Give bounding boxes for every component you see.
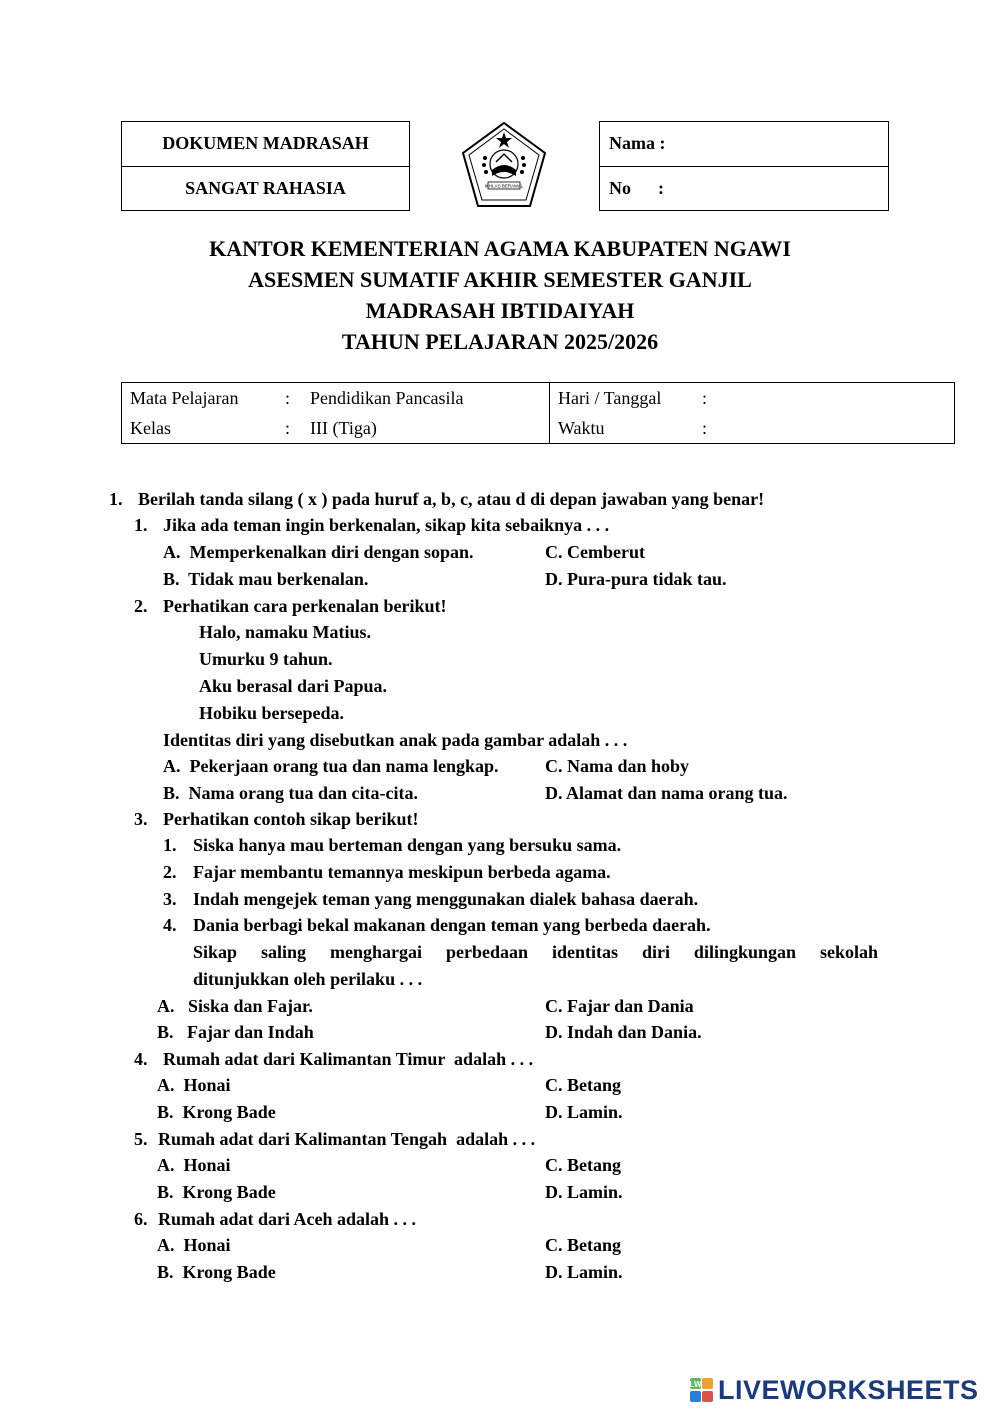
subject-value: Pendidikan Pancasila (310, 388, 464, 408)
q4-option-a[interactable]: A. Honai (157, 1075, 231, 1095)
class-label: Kelas (130, 418, 171, 438)
q6-option-d[interactable]: D. Lamin. (545, 1262, 623, 1282)
title-office: KANTOR KEMENTERIAN AGAMA KABUPATEN NGAWI (209, 236, 791, 261)
ministry-emblem-icon (460, 120, 548, 210)
info-table (121, 382, 955, 444)
badge-letters: LW (690, 1380, 702, 1389)
q3-option-b[interactable]: B. Fajar dan Indah (157, 1022, 314, 1042)
time-label: Waktu (558, 418, 605, 438)
name-field-label: Nama : (609, 133, 666, 153)
secrecy-label: SANGAT RAHASIA (185, 178, 346, 198)
q5-number: 5. (134, 1129, 148, 1149)
q6-option-a[interactable]: A. Honai (157, 1235, 231, 1255)
q2-text: Perhatikan cara perkenalan berikut! (163, 596, 447, 616)
time-colon: : (702, 418, 708, 438)
title-school-level: MADRASAH IBTIDAIYAH (365, 298, 635, 323)
q3-number: 3. (134, 809, 148, 829)
q3-text: Perhatikan contoh sikap berikut! (163, 809, 419, 829)
q2-intro-line: Aku berasal dari Papua. (199, 676, 388, 696)
q6-text: Rumah adat dari Aceh adalah . . . (158, 1209, 417, 1229)
q2-number: 2. (134, 596, 148, 616)
q3-item-text: Dania berbagi bekal makanan dengan teman yang berbeda daerah. (193, 915, 711, 935)
q1-option-b[interactable]: B. Tidak mau berkenalan. (163, 569, 369, 589)
class-colon: : (285, 418, 291, 438)
title-assessment: ASESMEN SUMATIF AKHIR SEMESTER GANJIL (248, 267, 752, 292)
q4-option-c[interactable]: C. Betang (545, 1075, 621, 1095)
q4-option-d[interactable]: D. Lamin. (545, 1102, 623, 1122)
q2-option-a[interactable]: A. Pekerjaan orang tua dan nama lengkap. (163, 756, 499, 776)
subject-colon: : (285, 388, 291, 408)
q6-number: 6. (134, 1209, 148, 1229)
document-label: DOKUMEN MADRASAH (162, 133, 369, 153)
day-date-label: Hari / Tanggal (558, 388, 662, 408)
section-number: 1. (109, 489, 123, 509)
q3-item-number: 1. (163, 835, 177, 855)
q3-item-number: 3. (163, 889, 177, 909)
q3-prompt-line2: ditunjukkan oleh perilaku . . . (193, 969, 423, 989)
q2-intro-line: Hobiku bersepeda. (199, 703, 345, 723)
q2-option-c[interactable]: C. Nama dan hoby (545, 756, 690, 776)
q1-option-a[interactable]: A. Memperkenalkan diri dengan sopan. (163, 542, 474, 562)
section-instruction: Berilah tanda silang ( x ) pada huruf a, b, c, atau d di depan jawaban yang benar! (138, 489, 765, 509)
q5-option-d[interactable]: D. Lamin. (545, 1182, 623, 1202)
q3-prompt-line1: Sikap saling menghargai perbedaan identitas diri dilingkungan sekolah (193, 942, 878, 962)
q5-option-c[interactable]: C. Betang (545, 1155, 621, 1175)
q3-option-d[interactable]: D. Indah dan Dania. (545, 1022, 702, 1042)
number-field-label: No : (609, 178, 664, 198)
title-school-year: TAHUN PELAJARAN 2025/2026 (341, 329, 659, 354)
q4-option-b[interactable]: B. Krong Bade (157, 1102, 276, 1122)
q2-intro-line: Umurku 9 tahun. (199, 649, 333, 669)
q1-option-d[interactable]: D. Pura-pura tidak tau. (545, 569, 727, 589)
q6-option-b[interactable]: B. Krong Bade (157, 1262, 276, 1282)
q3-item-number: 4. (163, 915, 177, 935)
q1-text: Jika ada teman ingin berkenalan, sikap kita sebaiknya . . . (163, 515, 610, 535)
q5-option-a[interactable]: A. Honai (157, 1155, 231, 1175)
q1-option-c[interactable]: C. Cemberut (545, 542, 645, 562)
q2-prompt: Identitas diri yang disebutkan anak pada gambar adalah . . . (163, 730, 628, 750)
q5-option-b[interactable]: B. Krong Bade (157, 1182, 276, 1202)
class-value: III (Tiga) (310, 418, 377, 438)
q3-item-text: Siska hanya mau berteman dengan yang bersuku sama. (193, 835, 622, 855)
q3-item-number: 2. (163, 862, 177, 882)
q4-text: Rumah adat dari Kalimantan Timur adalah . . . (163, 1049, 534, 1069)
q2-intro-line: Halo, namaku Matius. (199, 622, 372, 642)
q4-number: 4. (134, 1049, 148, 1069)
q2-option-d[interactable]: D. Alamat dan nama orang tua. (545, 783, 788, 803)
q3-option-a[interactable]: A. Siska dan Fajar. (157, 996, 313, 1016)
q5-text: Rumah adat dari Kalimantan Tengah adalah . . . (158, 1129, 536, 1149)
day-date-colon: : (702, 388, 708, 408)
q3-option-c[interactable]: C. Fajar dan Dania (545, 996, 694, 1016)
liveworksheets-wordmark: LIVEWORKSHEETS (718, 1374, 979, 1405)
emblem-motto: IKHLAS BERAMAL (484, 183, 524, 189)
q6-option-c[interactable]: C. Betang (545, 1235, 621, 1255)
q3-item-text: Indah mengejek teman yang menggunakan dialek bahasa daerah. (193, 889, 699, 909)
q1-number: 1. (134, 515, 148, 535)
liveworksheets-badge-icon (690, 1376, 714, 1404)
q2-option-b[interactable]: B. Nama orang tua dan cita-cita. (163, 783, 418, 803)
liveworksheets-watermark (690, 1372, 979, 1408)
subject-label: Mata Pelajaran (130, 388, 239, 408)
q3-item-text: Fajar membantu temannya meskipun berbeda agama. (193, 862, 611, 882)
